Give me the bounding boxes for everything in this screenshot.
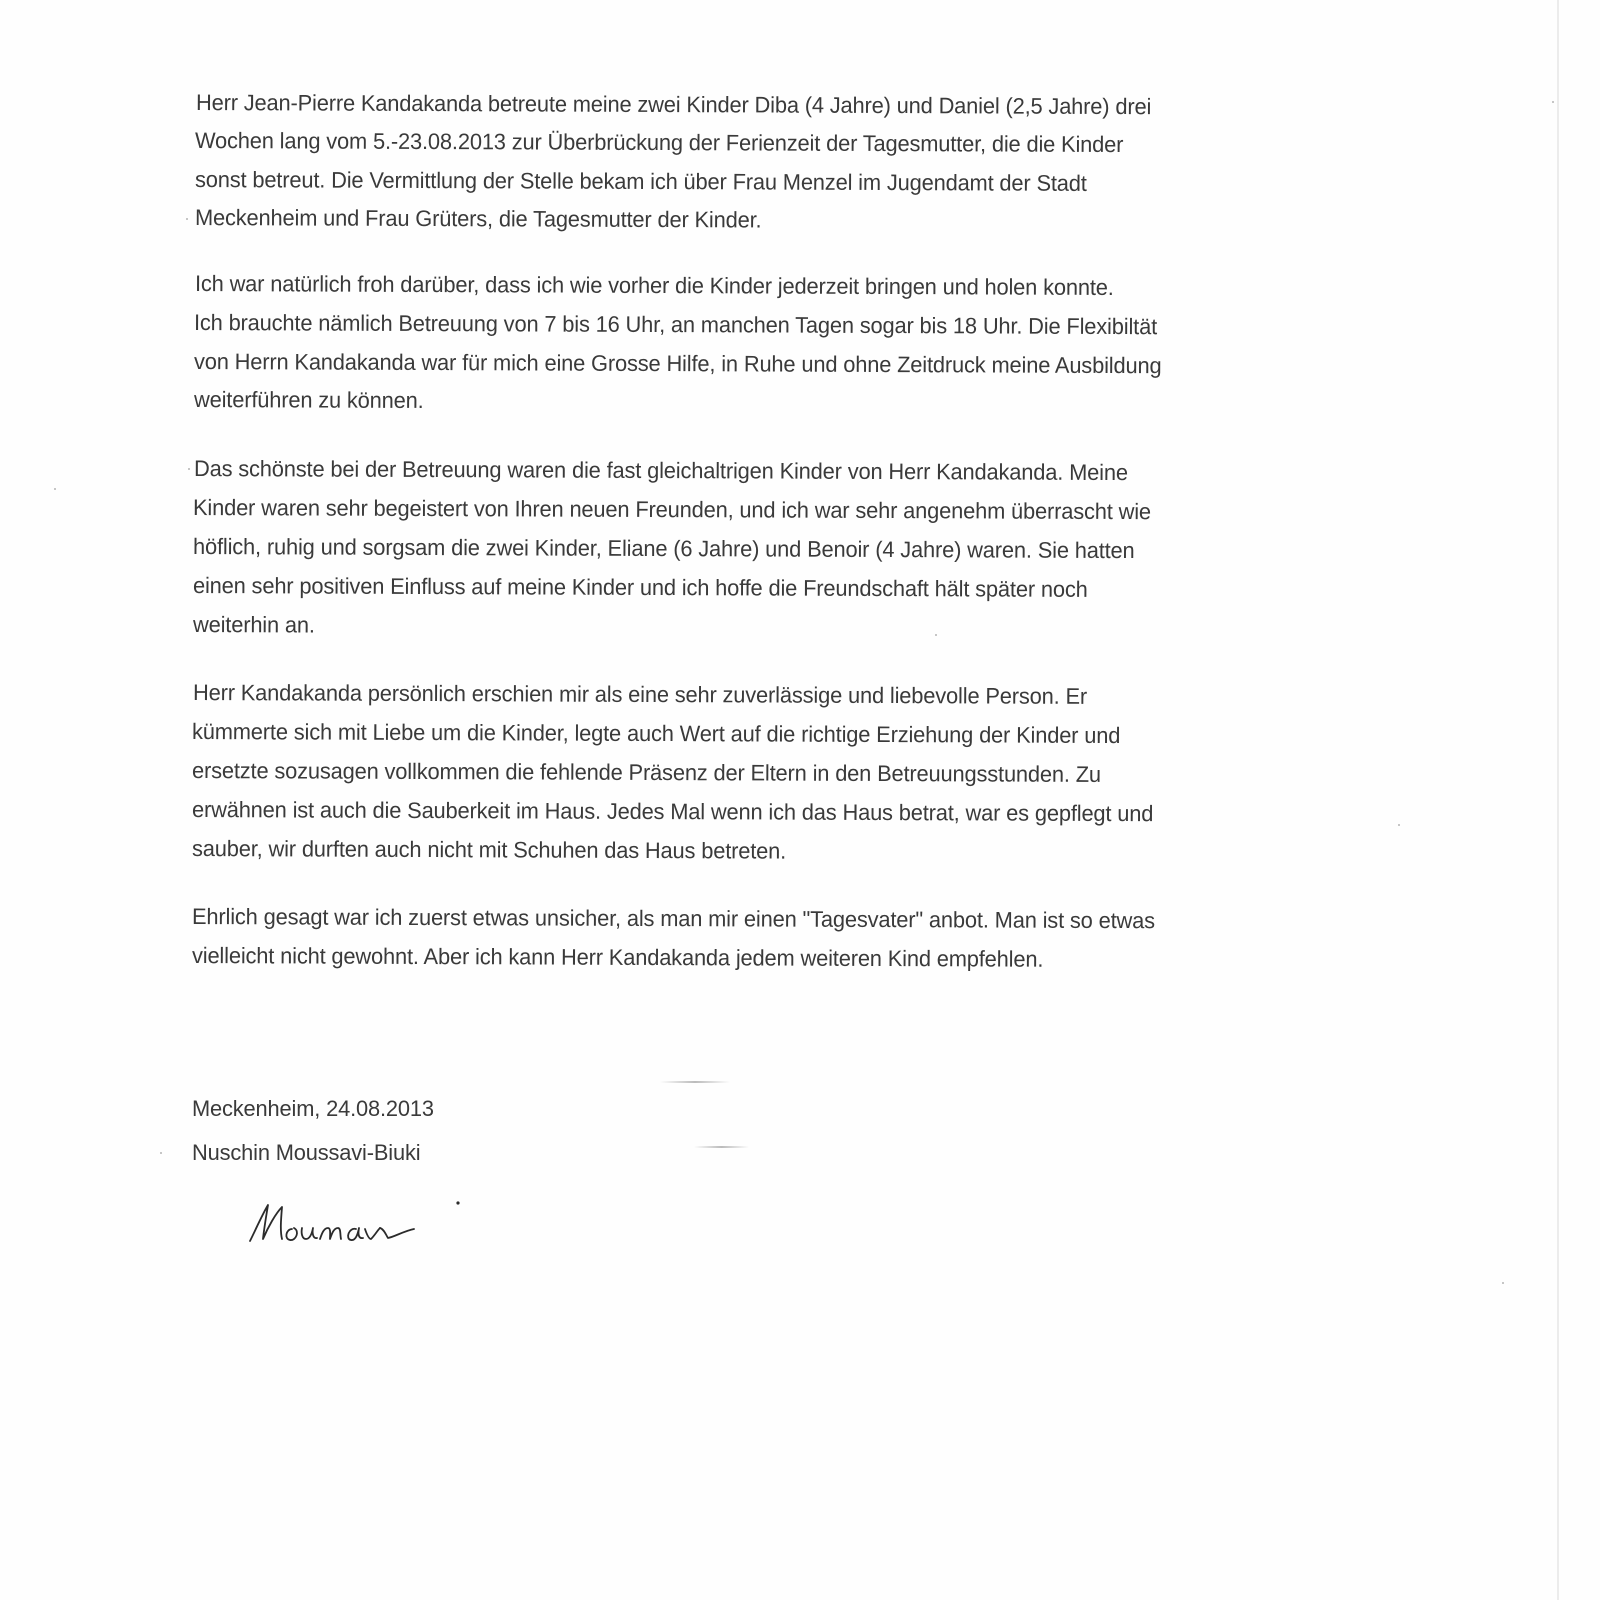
paragraph-4-line-2: kümmerte sich mit Liebe um die Kinder, legte auch Wert auf die richtige Erziehung der Kinder und — [191, 719, 1121, 749]
paragraph-2-line-1: Ich war natürlich froh darüber, dass ich wie vorher die Kinder jederzeit bringen und holen konnte. — [194, 271, 1114, 301]
paragraph-5-line-2: vielleicht nicht gewohnt. Aber ich kann Herr Kandakanda jedem weiteren Kind empfehlen. — [191, 943, 1044, 972]
paragraph-1-line-4: Meckenheim und Frau Grüters, die Tagesmutter der Kinder. — [194, 205, 762, 233]
scan-speck — [1502, 1282, 1504, 1284]
scan-smudge — [694, 1146, 749, 1148]
paragraph-1-line-2: Wochen lang vom 5.-23.08.2013 zur Überbrückung der Ferienzeit der Tagesmutter, die die Kinder — [194, 128, 1124, 158]
paragraph-3-line-1: Das schönste bei der Betreuung waren die fast gleichaltrigen Kinder von Herr Kandakanda. Meine — [193, 456, 1128, 486]
paragraph-4-line-4: erwähnen ist auch die Sauberkeit im Haus. Jedes Mal wenn ich das Haus betrat, war es gepflegt und — [191, 797, 1154, 827]
paragraph-2-line-2: Ich brauchte nämlich Betreuung von 7 bis 16 Uhr, an manchen Tagen sogar bis 18 Uhr. Die Flexibiltät — [193, 310, 1158, 340]
paragraph-1-line-3: sonst betreut. Die Vermittlung der Stelle bekam ich über Frau Menzel im Jugendamt der Stadt — [194, 167, 1087, 196]
paragraph-5-line-1: Ehrlich gesagt war ich zuerst etwas unsicher, als man mir einen "Tagesvater" anbot. Man ist so etwas — [191, 904, 1155, 934]
scan-speck — [160, 1152, 162, 1154]
paragraph-1-line-1: Herr Jean-Pierre Kandakanda betreute meine zwei Kinder Diba (4 Jahre) und Daniel (2,5 Jahre) drei — [195, 90, 1152, 120]
scan-edge-line — [1557, 0, 1559, 1600]
paragraph-3-line-3: höflich, ruhig und sorgsam die zwei Kinder, Eliane (6 Jahre) und Benoir (4 Jahre) waren. Sie hatten — [192, 534, 1135, 564]
handwritten-signature — [246, 1195, 466, 1255]
scan-speck — [1398, 824, 1400, 826]
paragraph-3-line-4: einen sehr positiven Einfluss auf meine Kinder und ich hoffe die Freundschaft hält später noch — [192, 573, 1088, 602]
place-and-date: Meckenheim, 24.08.2013 — [192, 1096, 434, 1121]
paragraph-4-line-3: ersetzte sozusagen vollkommen die fehlende Präsenz der Eltern in den Betreuungsstunden. Zu — [191, 758, 1102, 787]
scan-speck — [188, 468, 190, 470]
paragraph-4-line-5: sauber, wir durften auch nicht mit Schuhen das Haus betreten. — [191, 836, 787, 864]
paragraph-3-line-2: Kinder waren sehr begeistert von Ihren neuen Freunden, und ich war sehr angenehm überrascht wie — [192, 495, 1152, 525]
paragraph-4-line-1: Herr Kandakanda persönlich erschien mir als eine sehr zuverlässige und liebevolle Person. Er — [192, 680, 1088, 709]
scan-smudge — [660, 1081, 730, 1083]
paragraph-2-line-3: von Herrn Kandakanda war für mich eine Grosse Hilfe, in Ruhe und ohne Zeitdruck meine Ausbildung — [193, 349, 1162, 379]
signer-name: Nuschin Moussavi-Biuki — [192, 1140, 421, 1165]
scan-speck — [1552, 101, 1554, 103]
scan-speck — [54, 488, 56, 490]
scan-speck — [186, 218, 188, 220]
paragraph-2-line-4: weiterführen zu können. — [193, 387, 424, 414]
paragraph-3-line-5: weiterhin an. — [192, 612, 315, 638]
scan-speck — [935, 634, 937, 636]
